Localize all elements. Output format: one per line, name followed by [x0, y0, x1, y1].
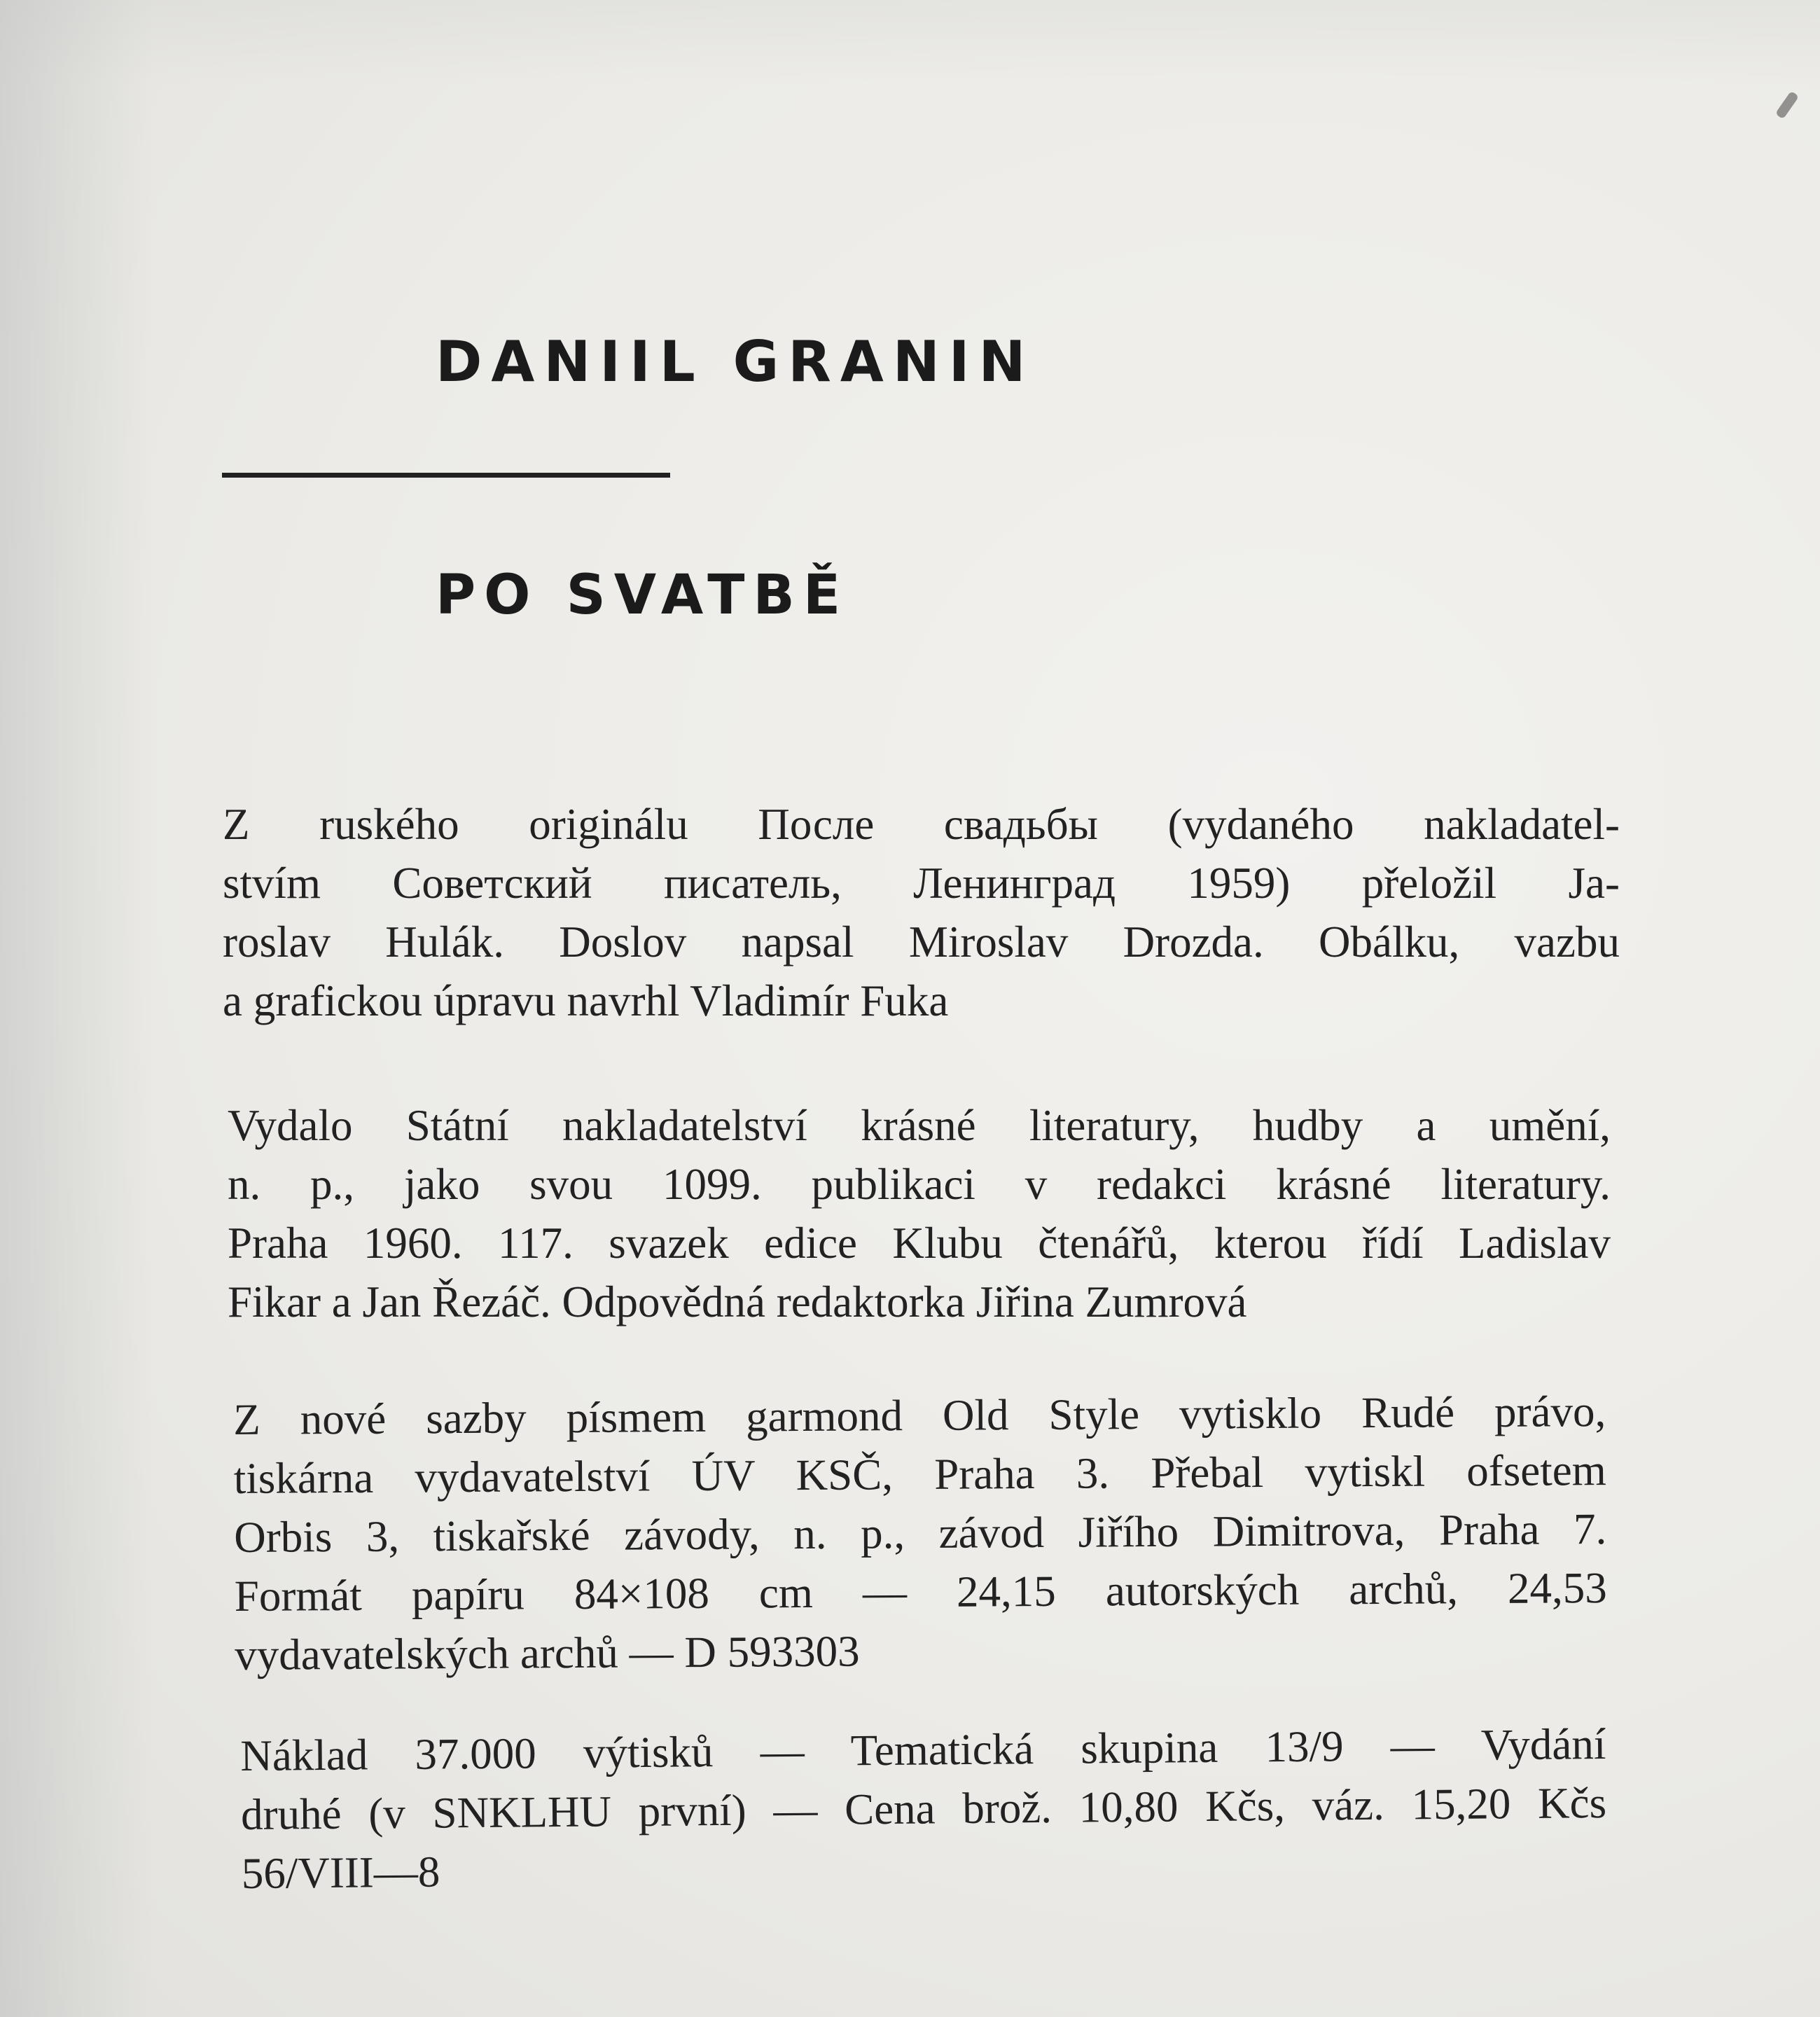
printing-paragraph — [233, 1382, 1608, 1684]
edition-paragraph — [240, 1714, 1607, 1903]
text-line: roslav Hulák. Doslov napsal Miroslav Drozda. Obálku, vazbu — [223, 917, 1620, 966]
text-line: Z ruského originálu После свадьбы (vydaného nakladatel- — [223, 800, 1620, 849]
text-line: Orbis 3, tiskařské závody, n. p., závod Jiřího Dimitrova, Praha 7. — [234, 1504, 1607, 1562]
divider-rule — [222, 473, 670, 478]
book-title: PO SVATBĚ — [436, 564, 849, 627]
paper-mark — [1775, 91, 1799, 120]
author-name: DANIIL GRANIN — [436, 329, 1035, 394]
text-line: vydavatelských archů — D 593303 — [235, 1626, 860, 1679]
publisher-paragraph — [228, 1096, 1611, 1331]
text-line: Praha 1960. 117. svazek edice Klubu čtenářů, kterou řídí Ladislav — [228, 1219, 1611, 1268]
text-line: Z nové sazby písmem garmond Old Style vytisklo Rudé právo, — [233, 1387, 1606, 1444]
page-gutter-shadow — [0, 0, 154, 2017]
translation-credits-paragraph — [223, 795, 1620, 1030]
text-line: druhé (v SNKLHU první) — Cena brož. 10,80 Kčs, váz. 15,20 Kčs — [240, 1777, 1607, 1839]
text-line: Fikar a Jan Řezáč. Odpovědná redaktorka Jiřina Zumrová — [228, 1277, 1247, 1326]
text-line: n. p., jako svou 1099. publikaci v redakci krásné literatury. — [228, 1160, 1611, 1209]
text-line: Náklad 37.000 výtisků — Tematická skupina 13/9 — Vydání — [240, 1719, 1606, 1780]
text-line: stvím Советский писатель, Ленинград 1959) přeložil Ja- — [223, 859, 1620, 908]
page-top-shadow — [0, 0, 1820, 84]
text-line: 56/VIII—8 — [241, 1847, 440, 1898]
text-line: Vydalo Státní nakladatelství krásné literatury, hudby a umění, — [228, 1101, 1611, 1150]
text-line: tiskárna vydavatelství ÚV KSČ, Praha 3. Přebal vytiskl ofsetem — [233, 1446, 1606, 1503]
text-line: Formát papíru 84×108 cm — 24,15 autorských archů, 24,53 — [234, 1563, 1607, 1621]
text-line: a grafickou úpravu navrhl Vladimír Fuka — [223, 976, 949, 1025]
